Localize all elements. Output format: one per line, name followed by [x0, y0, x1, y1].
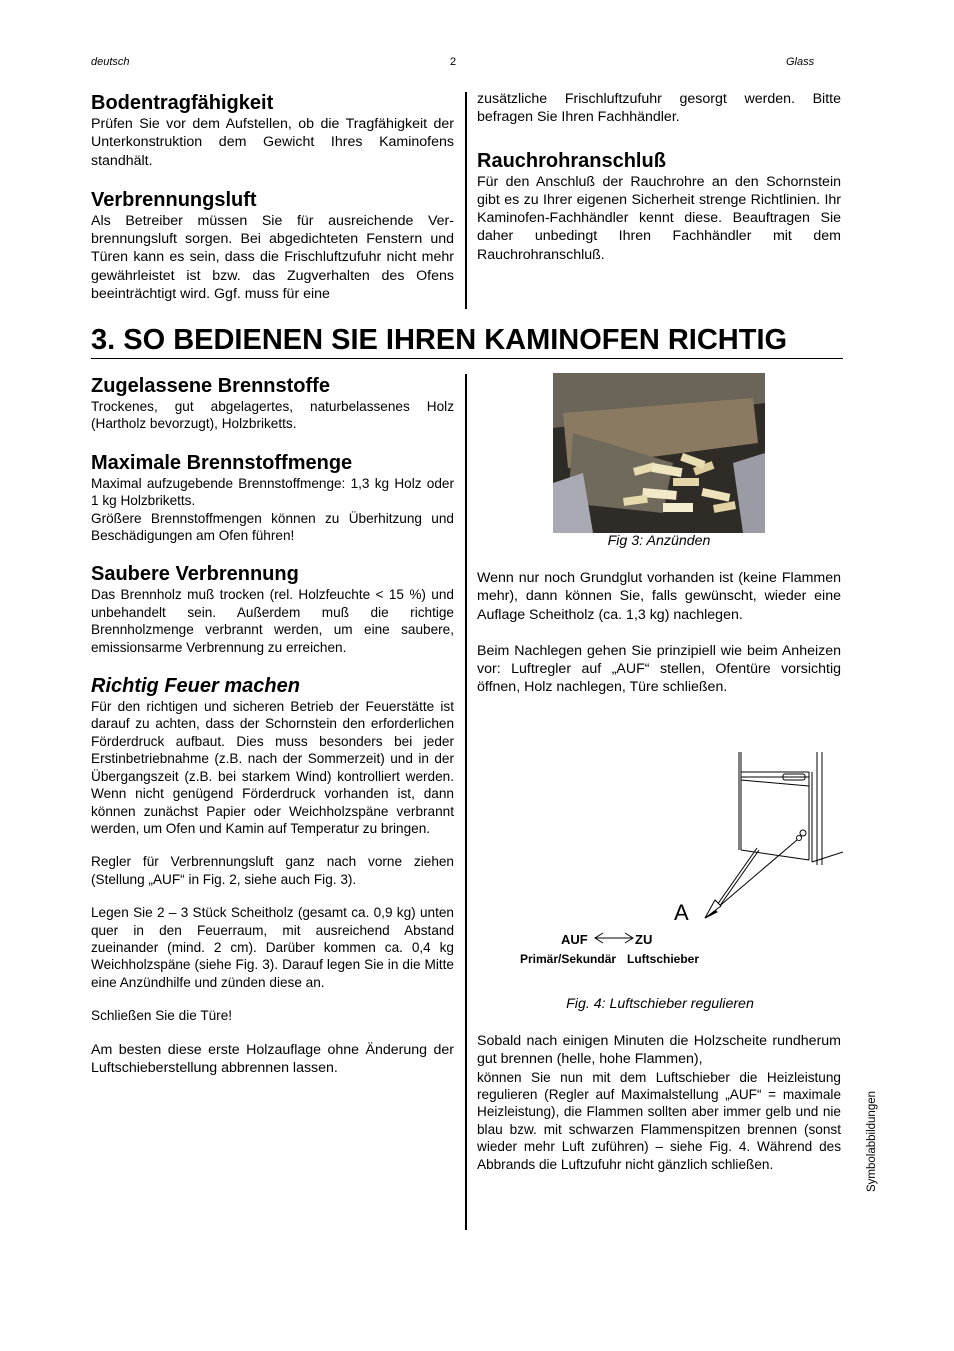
section-title-brennstoffmenge: Maximale Brennstoffmenge — [91, 451, 353, 474]
section-title-saubere-verbrennung: Saubere Verbrennung — [91, 563, 299, 586]
regulieren-paragraph-a: Sobald nach einigen Minuten die Holzscheite rundherum gut brennen (helle, hohe Flammen), — [477, 1033, 841, 1068]
section-text-verbrennungsluft: Als Betreiber müssen Sie für ausreichende Ver-brennungsluft sorgen. Bei abgedichteten Fenstern und Türen kann es sein, dass die Frischluftzufuhr nicht mehr gewährleistet ist bzw. das Zugverhalten des Ofens beeinträchtigt wird. Ggf. muss für eine — [91, 212, 454, 303]
lower-left-column — [91, 374, 454, 1077]
label-luftschieber: Luftschieber — [627, 952, 700, 966]
label-auf: AUF — [561, 932, 588, 947]
header-model: Glass — [786, 56, 815, 68]
label-zu: ZU — [635, 932, 653, 947]
header-page-number: 2 — [450, 56, 457, 68]
column-divider-top — [465, 92, 467, 309]
section-title-feuer-machen: Richtig Feuer machen — [91, 675, 300, 698]
section-title-brennstoffe: Zugelassene Brennstoffe — [91, 375, 330, 397]
column-divider-bottom — [465, 374, 467, 1230]
section-title-rauchrohranschluss: Rauchrohranschluß — [477, 149, 666, 172]
section-text-rauchrohranschluss: Für den Anschluß der Rauchrohre an den Schornstein gibt es zu Ihrer eigenen Sicherheit strenge Richtlinien. Ihr Kaminofen-Fachhändler kennt diese. Beauftragen Sie daher unbedingt Ihren Fachhändler mit dem Rauchrohranschluß. — [477, 173, 841, 263]
air-slider-diagram — [477, 750, 843, 975]
firewood-photo — [553, 373, 765, 533]
feuer-paragraph-1: Für den richtigen und sicheren Betrieb der Feuerstätte ist darauf zu achten, dass der Schornstein den erforderlichen Förderdruck aufbaut. Dies muss besonders bei jeder Erstinbetriebnahme (z.B. nach der Sommerzeit) und in der Übergangszeit (z.B. bei starkem Wind) kontrolliert werden. Wenn nicht genügend Förderdruck vorhanden ist, dann können zunächst Papier oder Weichholzspäne verbrannt werden, um Ofen und Kamin auf Temperatur zu bringen. — [91, 699, 454, 836]
continued-text: zusätzliche Frischluftzufuhr gesorgt werden. Bitte befragen Sie Ihren Fachhändler. — [477, 91, 841, 126]
section-title-verbrennungsluft: Verbrennungsluft — [91, 188, 257, 211]
nachlegen-paragraph-2: Beim Nachlegen gehen Sie prinzipiell wie beim Anheizen vor: Luftregler auf „AUF“ stellen, Ofentüre vorsichtig öffnen, Holz nachlegen, Türe schließen. — [477, 642, 841, 696]
regulieren-section — [477, 1032, 841, 1173]
lower-right-column — [477, 569, 841, 697]
section-text-bodentragfaehigkeit: Prüfen Sie vor dem Aufstellen, ob die Tragfähigkeit der Unterkonstruktion dem Gewicht Ihres Kaminofens standhält. — [91, 116, 454, 169]
section-text-saubere-verbrennung: Das Brennholz muß trocken (rel. Holzfeuchte < 15 %) und unbehandelt sein. Außerdem muß die richtige Brennholzmenge verbrannt werden, um eine saubere, emissionsarme Verbrennung zu erreichen. — [91, 587, 454, 655]
section-text-brennstoffmenge-2: Größere Brennstoffmengen können zu Überhitzung und Beschädigungen am Ofen führen! — [91, 510, 454, 544]
feuer-paragraph-3: Legen Sie 2 – 3 Stück Scheitholz (gesamt ca. 0,9 kg) unten quer in den Feuerraum, mit ausreichend Abstand zueinander (mind. 2 cm). Darüber kommen ca. 0,4 kg Weichholzspäne (siehe Fig. 3). Darauf legen Sie in die Mitte eine Anzündhilfe und zünden diese an. — [91, 905, 454, 990]
chapter-title: 3. SO BEDIENEN SIE IHREN KAMINOFEN RICHTIG — [91, 322, 843, 359]
section-text-brennstoffe: Trockenes, gut abgelagertes, naturbelassenes Holz (Hartholz bevorzugt), Holzbriketts. — [91, 399, 454, 432]
side-label: Symbolabbildungen — [866, 1090, 878, 1192]
label-a: A — [674, 900, 689, 925]
section-title-bodentragfaehigkeit: Bodentragfähigkeit — [91, 92, 274, 114]
feuer-paragraph-5: Am besten diese erste Holzauflage ohne Änderung der Luftschieberstellung abbrennen lassen. — [91, 1041, 454, 1076]
top-left-column — [91, 91, 454, 303]
header-language: deutsch — [91, 56, 130, 68]
feuer-paragraph-2: Regler für Verbrennungsluft ganz nach vorne ziehen (Stellung „AUF“ in Fig. 2, siehe auch Fig. 3). — [91, 854, 454, 887]
fig4-caption: Fig. 4: Luftschieber regulieren — [566, 996, 754, 1012]
section-text-brennstoffmenge-1: Maximal aufzugebende Brennstoffmenge: 1,3 kg Holz oder 1 kg Holzbriketts. — [91, 475, 454, 509]
feuer-paragraph-4: Schließen Sie die Türe! — [91, 1008, 233, 1024]
fig3-caption: Fig 3: Anzünden — [607, 533, 711, 549]
nachlegen-paragraph-1: Wenn nur noch Grundglut vorhanden ist (keine Flammen mehr), dann können Sie, falls gewünscht, wieder eine Auflage Scheitholz (ca. 1,3 kg) nachlegen. — [477, 570, 841, 623]
label-primaer-sekundaer: Primär/Sekundär — [520, 952, 617, 966]
top-right-column — [477, 90, 841, 264]
regulieren-paragraph-b: können Sie nun mit dem Luftschieber die Heizleistung regulieren (Regler auf Maximalstellung „AUF“ = maximale Heizleistung), die Flammen sollten aber immer gelb und nie blau bzw. mit schwarzen Flammenspitzen brennen (sonst wieder mehr Luft zuführen) – siehe Fig. 4. Während des Abbrands die Luftzufuhr nicht gänzlich schließen. — [477, 1069, 841, 1172]
